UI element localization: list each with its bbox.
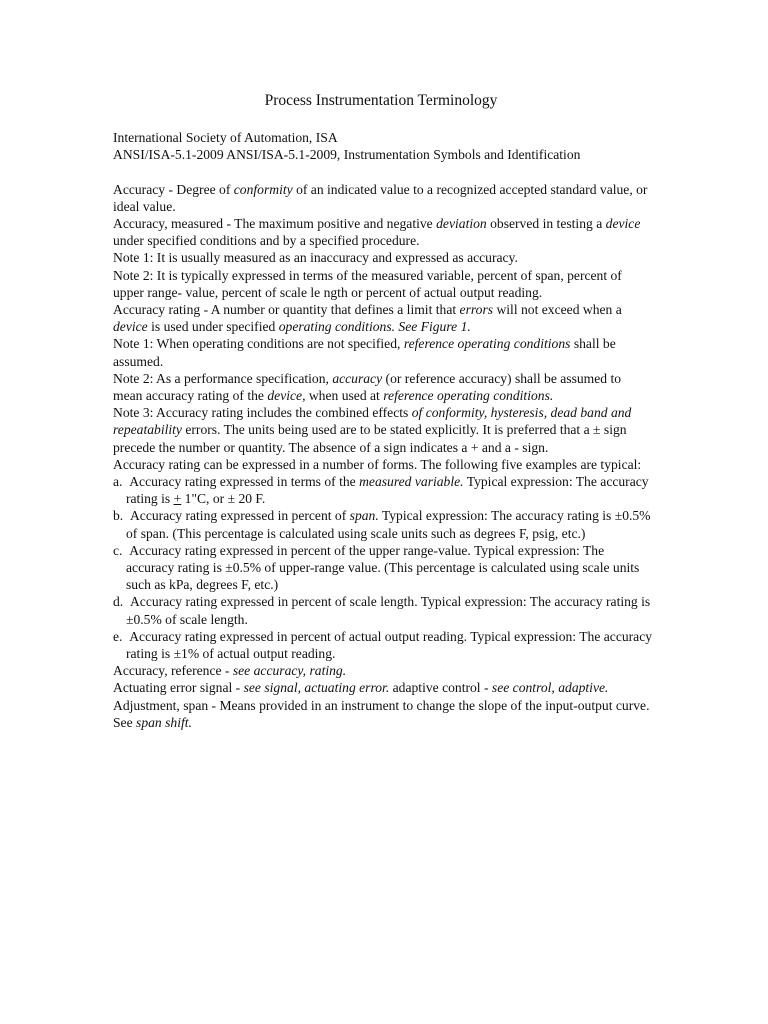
forms-intro: Accuracy rating can be expressed in a number of forms. The following five examples are typical: — [113, 456, 642, 472]
rating-note-1: Note 1: When operating conditions are not specified, reference operating conditions shall be assumed. — [113, 336, 616, 369]
note-2: Note 2: It is typically expressed in terms of the measured variable, percent of span, percent of upper range- value, percent of scale le ngth or percent of actual output reading. — [113, 267, 622, 300]
page-title: Process Instrumentation Terminology — [264, 92, 498, 109]
def-accuracy-measured: Accuracy, measured - The maximum positive and negative deviation observed in testing a device under specified conditions and by a specified procedure. — [113, 216, 641, 249]
org-line: International Society of Automation, ISA — [113, 130, 338, 145]
standard-line: ANSI/ISA-5.1-2009 ANSI/ISA-5.1-2009, Instrumentation Symbols and Identification — [113, 147, 581, 163]
def-accuracy-reference: Accuracy, reference - see accuracy, rating. — [113, 663, 347, 679]
list-item-c: c. Accuracy rating expressed in percent of the upper range-value. Typical expression: The accuracy rating is ±0.5% of upper-range value. (This percentage is calculated using scale units such as kPa, degrees F, etc.) — [113, 542, 640, 593]
def-adjustment-span: Adjustment, span - Means provided in an instrument to change the slope of the input-output curve. See span shift. — [113, 697, 650, 730]
document-body — [113, 129, 653, 731]
rating-note-2: Note 2: As a performance specification, accuracy (or reference accuracy) shall be assumed to mean accuracy rating of the device, when used at reference operating conditions. — [113, 370, 622, 404]
def-actuating-error-signal: Actuating error signal - see signal, actuating error. adaptive control - see control, adaptive. — [113, 680, 609, 696]
list-item-a: a. Accuracy rating expressed in terms of the measured variable. Typical expression: The accuracy rating is + 1"C, or ± 20 F. — [113, 474, 649, 507]
note-1: Note 1: It is usually measured as an inaccuracy and expressed as accuracy. — [113, 250, 518, 266]
rating-note-3: Note 3: Accuracy rating includes the combined effects of conformity, hysteresis, dead band and repeatability errors. The units being used are to be stated explicitly. It is preferred that a ± sign precede the number or quantity. The absence of a sign indicates a + and a - sign. — [113, 405, 632, 455]
list-item-b: b. Accuracy rating expressed in percent of span. Typical expression: The accuracy rating is ±0.5% of span. (This percentage is calculated using scale units such as degrees F, psig, etc.) — [113, 508, 651, 541]
def-accuracy-rating: Accuracy rating - A number or quantity that defines a limit that errors will not exceed when a device is used under specified operating conditions. See Figure 1. — [113, 302, 622, 335]
list-item-d: d. Accuracy rating expressed in percent of scale length. Typical expression: The accuracy rating is ±0.5% of scale length. — [113, 594, 651, 627]
def-accuracy: Accuracy - Degree of conformity of an indicated value to a recognized accepted standard value, or ideal value. — [113, 181, 648, 214]
spacer — [113, 163, 653, 180]
list-item-e: e. Accuracy rating expressed in percent of actual output reading. Typical expression: The accuracy rating is ±1% of actual output reading. — [113, 628, 653, 662]
